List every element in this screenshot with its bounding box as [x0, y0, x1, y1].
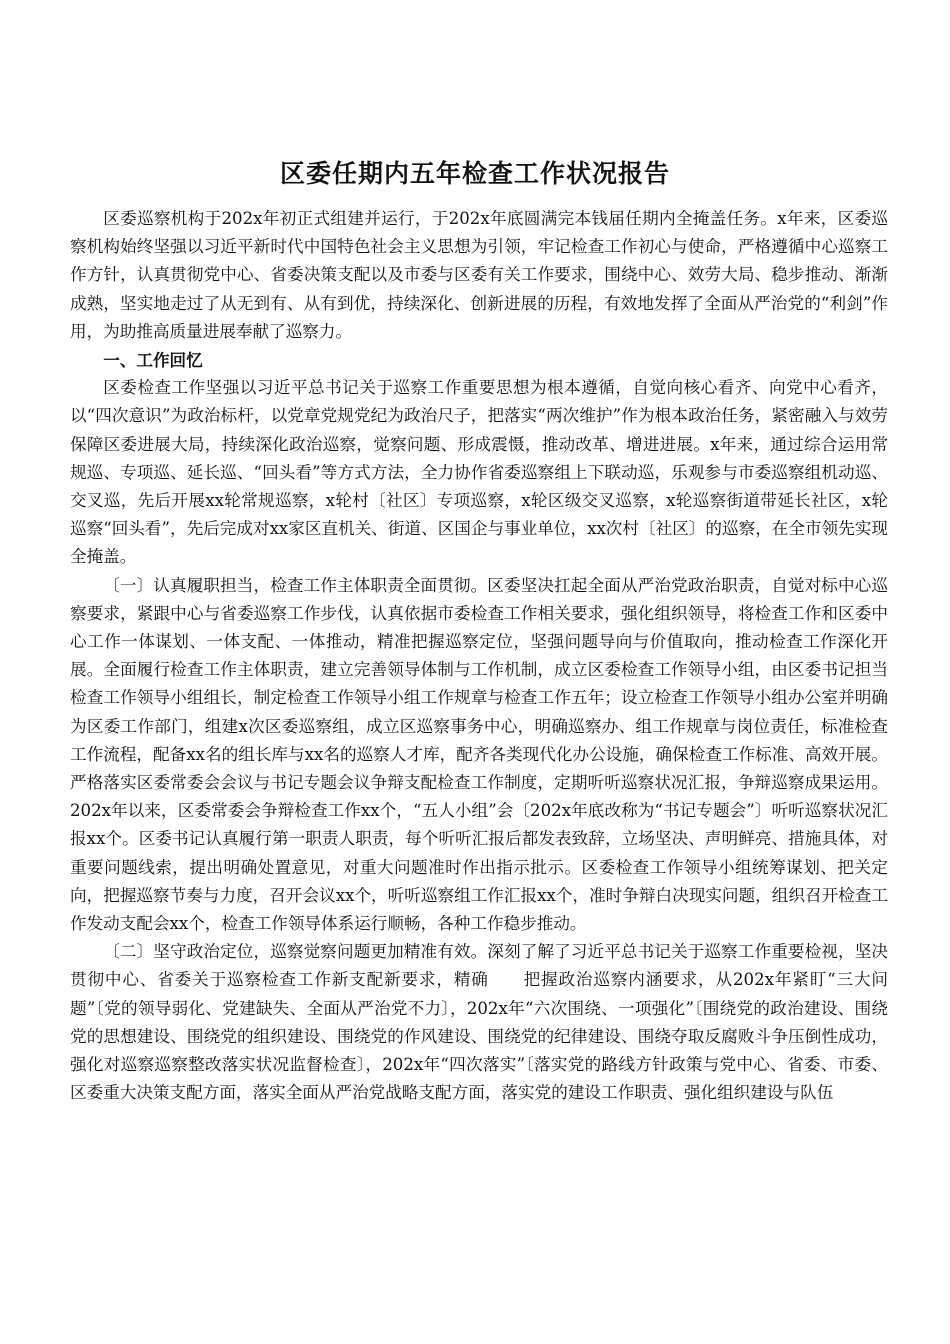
review-paragraph: 区委检查工作坚强以习近平总书记关于巡察工作重要思想为根本遵循，自觉向核心看齐、向党中心看齐，以“四次意识”为政治标杆，以党章党规党纪为政治尺子，把落实“两次维护”作为根本政治任务，紧密融入与效劳保障区委进展大局，持续深化政治巡察，觉察问题、形成震慑，推动改革、增进进展。x年来，通过综合运用常规巡、专项巡、延长巡、“回头看”等方式方法，全力协作省委巡察组上下联动巡，乐观参与市委巡察组机动巡、交叉巡，先后开展xx轮常规巡察，x轮村〔社区〕专项巡察，x轮区级交叉巡察，x轮巡察街道带延长社区，x轮巡察“回头看”，先后完成对xx家区直机关、街道、区国企与事业单位，xx次村〔社区〕的巡察，在全市领先实现全掩盖。: [70, 378, 888, 567]
document-body: [70, 205, 888, 1108]
paragraph-political-positioning: 〔二〕坚守政治定位，巡察觉察问题更加精准有效。深刻了解了习近平总书记关于巡察工作重要检视，坚决贯彻中心、省委关于巡察检查工作新支配新要求，精确 把握政治巡察内涵要求，从202x年紧盯“三大问题”〔党的领导弱化、党建缺失、全面从严治党不力〕，202x年“六次围绕、一项强化”〔围绕党的政治建设、围绕党的思想建设、围绕党的组织建设、围绕党的作风建设、围绕党的纪律建设、围绕夺取反腐败斗争压倒性成功，强化对巡察巡察整改落实状况监督检查〕，202x年“四次落实”〔落实党的路线方针政策与党中心、省委、市委、区委重大决策支配方面，落实全面从严治党战略支配方面，落实党的建设工作职责、强化组织建设与队伍: [70, 942, 888, 1103]
page-title: 区委任期内五年检查工作状况报告: [279, 159, 670, 188]
paragraph-responsibility: 〔一〕认真履职担当，检查工作主体职责全面贯彻。区委坚决扛起全面从严治党政治职责，自觉对标中心巡察要求，紧跟中心与省委巡察工作步伐，认真依据市委检查工作相关要求，强化组织领导，将检查工作和区委中心工作一体谋划、一体支配、一体推动，精准把握巡察定位，坚强问题导向与价值取向，推动检查工作深化开展。全面履行检查工作主体职责，建立完善领导体制与工作机制，成立区委检查工作领导小组，由区委书记担当检查工作领导小组组长，制定检查工作领导小组工作规章与检查工作五年；设立检查工作领导小组办公室并明确为区委工作部门，组建x次区委巡察组，成立区巡察事务中心，明确巡察办、组工作规章与岗位责任，标准检查工作流程，配备xx名的组长库与xx名的巡察人才库，配齐各类现代化办公设施，确保检查工作标准、高效开展。严格落实区委常委会会议与书记专题会议争辩支配检查工作制度，定期听听巡察状况汇报，争辩巡察成果运用。202x年以来，区委常委会争辩检查工作xx个，“五人小组”会〔202x年底改称为“书记专题会”〕听听巡察状况汇报xx个。区委书记认真履行第一职责人职责，每个听听汇报后都发表致辞，立场坚决、声明鲜亮、措施具体，对重要问题线索，提出明确处置意见，对重大问题准时作出指示批示。区委检查工作领导小组统筹谋划、把关定向，把握巡察节奏与力度，召开会议xx个，听听巡察组工作汇报xx个，准时争辩白决现实问题，组织召开检查工作发动支配会xx个，检查工作领导体系运行顺畅，各种工作稳步推动。: [70, 575, 888, 934]
intro-paragraph: 区委巡察机构于202x年初正式组建并运行，于202x年底圆满完本钱届任期内全掩盖任务。x年来，区委巡察机构始终坚强以习近平新时代中国特色社会主义思想为引领，牢记检查工作初心与使命，严格遵循中心巡察工作方针，认真贯彻党中心、省委决策支配以及市委与区委有关工作要求，围绕中心、效劳大局、稳步推动、渐渐成熟，坚实地走过了从无到有、从有到优，持续深化、创新进展的历程，有效地发挥了全面从严治党的“利剑”作用，为助推高质量进展奉献了巡察力。: [70, 209, 888, 341]
section-heading: 一、工作回忆: [103, 350, 203, 371]
